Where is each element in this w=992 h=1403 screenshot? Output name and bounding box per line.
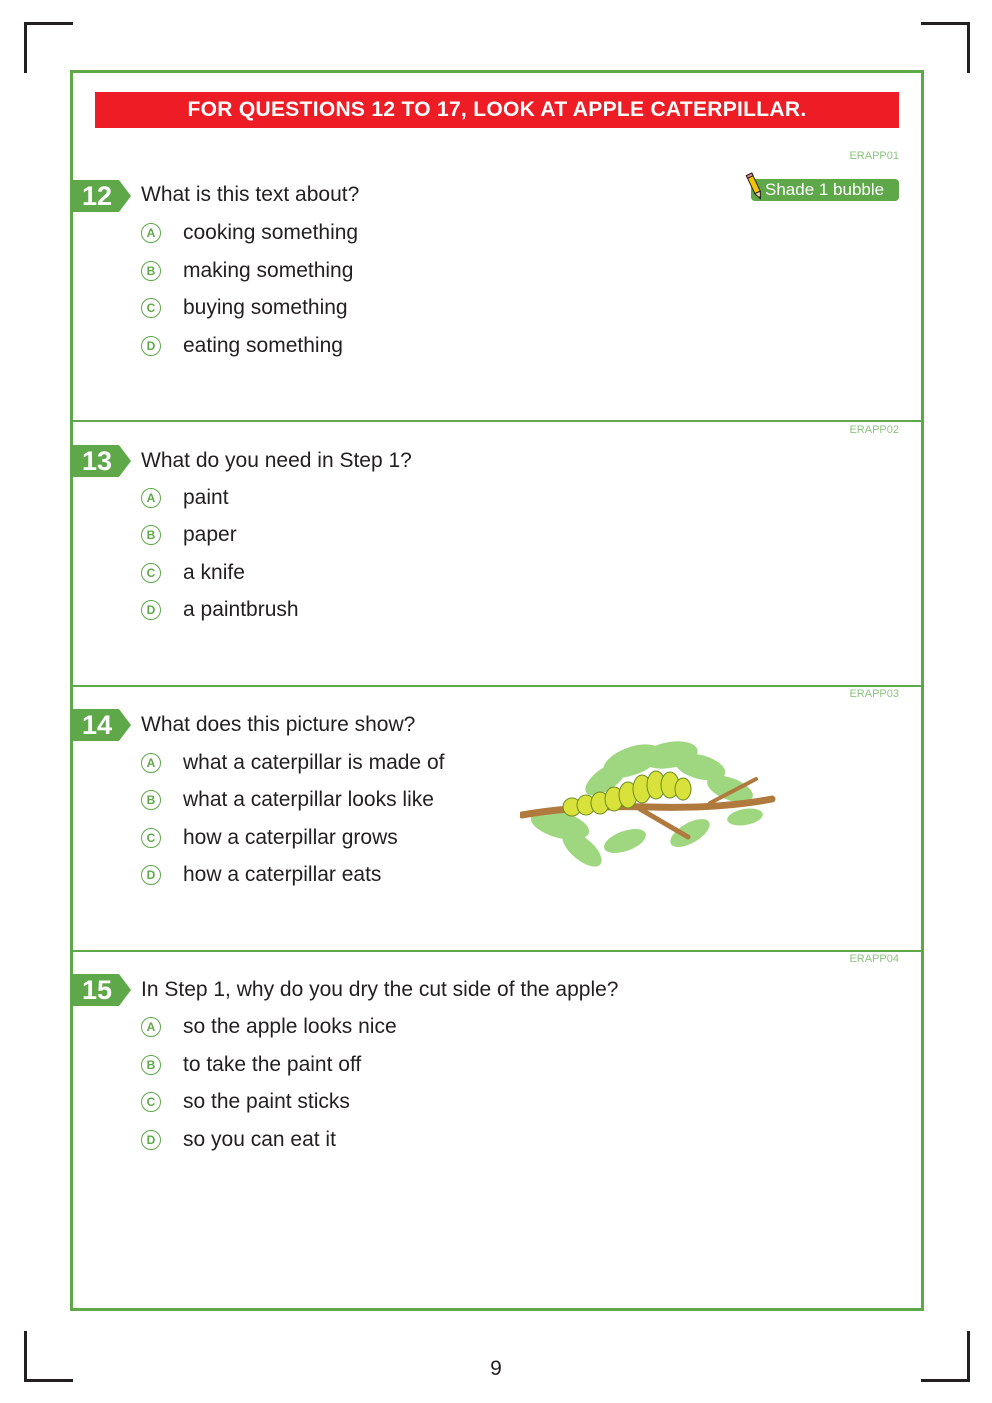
crop-mark-top-right — [921, 22, 970, 73]
option-text: a knife — [183, 561, 245, 584]
option-text: making something — [183, 259, 354, 282]
item-code: ERAPP04 — [849, 953, 899, 965]
item-code: ERAPP01 — [849, 150, 899, 162]
answer-bubble-d[interactable]: D — [141, 336, 161, 356]
answer-bubble-d[interactable]: D — [141, 865, 161, 885]
question-number-badge — [73, 709, 129, 741]
shade-hint-label: Shade 1 bubble — [765, 180, 885, 199]
question-text: What do you need in Step 1? — [141, 449, 412, 472]
option-text: paper — [183, 523, 237, 546]
option-text: how a caterpillar grows — [183, 826, 398, 849]
answer-bubble-a[interactable]: A — [141, 223, 161, 243]
question-number-badge — [73, 445, 129, 477]
answer-bubble-a[interactable]: A — [141, 753, 161, 773]
question-text: In Step 1, why do you dry the cut side of the apple? — [141, 978, 619, 1001]
item-code: ERAPP03 — [849, 688, 899, 700]
answer-bubble-b[interactable]: B — [141, 261, 161, 281]
option-text: how a caterpillar eats — [183, 863, 382, 886]
answer-bubble-a[interactable]: A — [141, 1017, 161, 1037]
caterpillar-illustration — [520, 737, 778, 867]
answer-bubble-b[interactable]: B — [141, 525, 161, 545]
item-code: ERAPP02 — [849, 424, 899, 436]
option-text: cooking something — [183, 221, 359, 244]
answer-bubble-c[interactable]: C — [141, 828, 161, 848]
shade-hint — [751, 179, 899, 201]
option-text: to take the paint off — [183, 1053, 362, 1076]
answer-bubble-d[interactable]: D — [141, 600, 161, 620]
answer-bubble-c[interactable]: C — [141, 563, 161, 583]
option-text: so the paint sticks — [183, 1090, 350, 1113]
option-text: so the apple looks nice — [183, 1015, 397, 1038]
option-text: a paintbrush — [183, 598, 299, 621]
pencil-icon — [745, 171, 765, 203]
option-text: so you can eat it — [183, 1128, 336, 1151]
question-12 — [73, 73, 921, 420]
question-number: 12 — [81, 181, 113, 211]
answer-bubble-c[interactable]: C — [141, 298, 161, 318]
question-number: 13 — [81, 446, 113, 476]
page-number: 9 — [490, 1357, 502, 1380]
answer-bubble-c[interactable]: C — [141, 1092, 161, 1112]
question-15 — [73, 952, 921, 1308]
question-number-badge — [73, 180, 129, 212]
answer-bubble-b[interactable]: B — [141, 1055, 161, 1075]
option-text: eating something — [183, 334, 343, 357]
instruction-banner: FOR QUESTIONS 12 TO 17, LOOK AT APPLE CATERPILLAR. — [95, 92, 899, 128]
option-text: paint — [183, 486, 229, 509]
option-text: what a caterpillar looks like — [183, 788, 434, 811]
option-text: buying something — [183, 296, 348, 319]
question-14 — [73, 687, 921, 950]
question-text: What is this text about? — [141, 183, 360, 206]
question-frame — [70, 70, 924, 1311]
question-number-badge — [73, 974, 129, 1006]
option-text: what a caterpillar is made of — [183, 751, 445, 774]
question-number: 15 — [81, 975, 113, 1005]
question-13 — [73, 422, 921, 685]
question-number: 14 — [81, 710, 113, 740]
answer-bubble-d[interactable]: D — [141, 1130, 161, 1150]
crop-mark-top-left — [24, 22, 73, 73]
answer-bubble-b[interactable]: B — [141, 790, 161, 810]
question-text: What does this picture show? — [141, 713, 416, 736]
answer-bubble-a[interactable]: A — [141, 488, 161, 508]
